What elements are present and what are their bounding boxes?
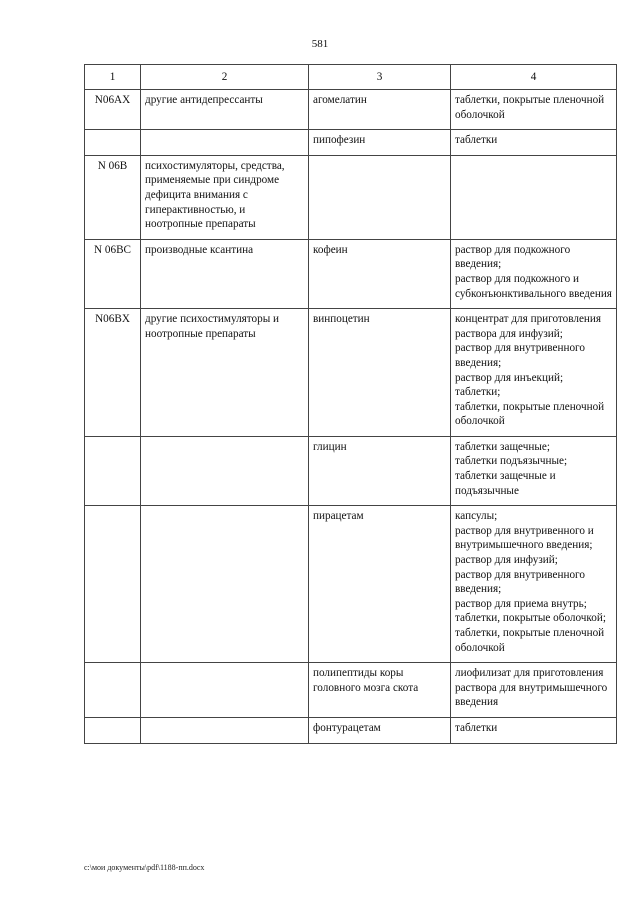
drug-name-cell: глицин (309, 436, 451, 505)
atc-code-cell: N 06BC (85, 239, 141, 308)
drug-name-cell: фонтурацетам (309, 717, 451, 743)
dosage-form-line: раствор для инъекций; (455, 371, 564, 384)
dosage-forms-cell (451, 309, 617, 437)
dosage-form-line: раствор для подкожного и субконъюнктивального введения (455, 272, 612, 300)
dosage-form-line: таблетки; (455, 386, 501, 399)
atc-code-cell (85, 130, 141, 156)
dosage-form-line: таблетки защечные; (455, 440, 550, 453)
drug-table (84, 64, 617, 744)
dosage-form-line: таблетки, покрытые пленочной оболочкой (455, 94, 605, 121)
dosage-form-line: раствор для внутривенного введения; (455, 342, 585, 369)
group-name-cell (141, 663, 309, 718)
drug-name-cell: пирацетам (309, 506, 451, 663)
dosage-form-line: раствор для инфузий; (455, 554, 558, 567)
atc-code-cell: N06BX (85, 309, 141, 437)
footer-file-path: c:\мои документы\pdf\1188-пп.docx (84, 863, 205, 872)
dosage-form-line: таблетки, покрытые пленочной оболочкой (455, 627, 605, 654)
dosage-forms-cell (451, 663, 617, 718)
drug-name-cell: агомелатин (309, 90, 451, 130)
table-row (85, 155, 617, 239)
drug-name-cell (309, 155, 451, 239)
group-name-cell: другие антидепрессанты (141, 90, 309, 130)
dosage-forms-cell (451, 130, 617, 156)
dosage-form-line: таблетки защечные и подъязычные (455, 470, 556, 497)
dosage-form-line: таблетки, покрытые оболочкой; (455, 612, 606, 625)
header-col-1: 1 (85, 65, 141, 90)
drug-name-cell: винпоцетин (309, 309, 451, 437)
dosage-forms-cell (451, 239, 617, 308)
header-col-4: 4 (451, 65, 617, 90)
table-row (85, 130, 617, 156)
table-row (85, 717, 617, 743)
group-name-cell (141, 717, 309, 743)
group-name-cell (141, 506, 309, 663)
dosage-forms-cell (451, 90, 617, 130)
atc-code-cell (85, 717, 141, 743)
dosage-forms-cell (451, 506, 617, 663)
header-col-2: 2 (141, 65, 309, 90)
table-row (85, 90, 617, 130)
table-row (85, 436, 617, 505)
group-name-cell (141, 436, 309, 505)
dosage-forms-cell (451, 155, 617, 239)
table-row (85, 663, 617, 718)
group-name-cell: другие психостимуляторы и ноотропные препараты (141, 309, 309, 437)
dosage-forms-cell (451, 717, 617, 743)
group-name-cell (141, 130, 309, 156)
dosage-form-line: раствор для подкожного введения; (455, 243, 571, 271)
drug-name-cell: пипофезин (309, 130, 451, 156)
atc-code-cell (85, 663, 141, 718)
dosage-form-line: таблетки (455, 134, 498, 147)
group-name-cell: психостимуляторы, средства, применяемые при синдроме дефицита внимания с гиперактивностью, и ноотропные препараты (141, 155, 309, 239)
dosage-forms-cell (451, 436, 617, 505)
header-col-3: 3 (309, 65, 451, 90)
table-body (85, 90, 617, 744)
dosage-form-line: раствор для приема внутрь; (455, 597, 587, 610)
atc-code-cell (85, 436, 141, 505)
dosage-form-line: таблетки (455, 721, 498, 734)
table-row (85, 239, 617, 308)
table-row (85, 506, 617, 663)
dosage-form-line: таблетки подъязычные; (455, 455, 568, 468)
table-row (85, 309, 617, 437)
atc-code-cell: N06AX (85, 90, 141, 130)
atc-code-cell (85, 506, 141, 663)
dosage-form-line: концентрат для приготовления раствора для инфузий; (455, 313, 602, 340)
drug-name-cell: полипептиды коры головного мозга скота (309, 663, 451, 718)
drug-name-cell: кофеин (309, 239, 451, 308)
atc-code-cell: N 06B (85, 155, 141, 239)
dosage-form-line: таблетки, покрытые пленочной оболочкой (455, 400, 605, 428)
dosage-form-line: капсулы; (455, 510, 498, 523)
dosage-form-line: лиофилизат для приготовления раствора для внутримышечного введения (455, 667, 608, 709)
group-name-cell: производные ксантина (141, 239, 309, 308)
page-number: 581 (311, 38, 329, 50)
table-header-row (85, 65, 617, 90)
dosage-form-line: раствор для внутривенного и внутримышечного введения; (455, 524, 594, 552)
dosage-form-line: раствор для внутривенного введения; (455, 568, 585, 596)
